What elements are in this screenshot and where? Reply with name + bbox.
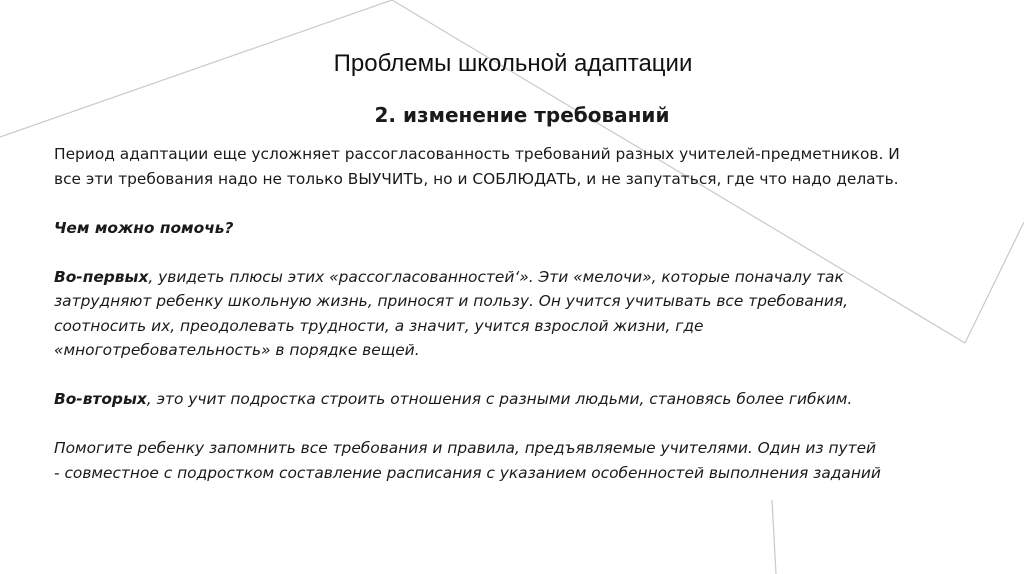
second-label: Во-вторых bbox=[54, 390, 147, 408]
first-paragraph-line-2: затрудняют ребенку школьную жизнь, приносят и пользу. Он учится учитывать все требования, bbox=[54, 292, 849, 310]
first-paragraph-line-1 bbox=[54, 265, 984, 290]
intro-line-2: все эти требования надо не только ВЫУЧИТЬ, но и СОБЛЮДАТЬ, и не запутаться, где что надо делать. bbox=[54, 169, 899, 188]
second-paragraph bbox=[54, 387, 984, 412]
first-paragraph-line-3: соотносить их, преодолевать трудности, а значит, учится взрослой жизни, где bbox=[54, 316, 704, 335]
first-paragraph-line-4: «многотребовательность» в порядке вещей. bbox=[54, 341, 420, 359]
first-text: , увидеть плюсы этих «рассогласованностей‘». Эти «мелочи», которые поначалу так bbox=[148, 267, 844, 286]
advice-line-1: Помогите ребенку запомнить все требования и правила, предъявляемые учителями. Один из путей bbox=[54, 439, 877, 457]
slide-content bbox=[54, 142, 984, 485]
advice-line-2: - совместное с подростком составление расписания с указанием особенностей выполнения заданий bbox=[54, 463, 881, 482]
first-label: Во-первых bbox=[54, 267, 149, 286]
intro-line-1: Период адаптации еще усложняет рассогласованность требований разных учителей-предметников. И bbox=[54, 145, 900, 163]
bg-line-vertical bbox=[772, 500, 776, 574]
question-heading: Чем можно помочь? bbox=[54, 218, 234, 237]
slide-title: Проблемы школьной адаптации bbox=[333, 50, 693, 77]
slide-subtitle: 2. изменение требований bbox=[374, 103, 670, 127]
second-text: , это учит подростка строить отношения с разными людьми, становясь более гибким. bbox=[146, 390, 853, 408]
